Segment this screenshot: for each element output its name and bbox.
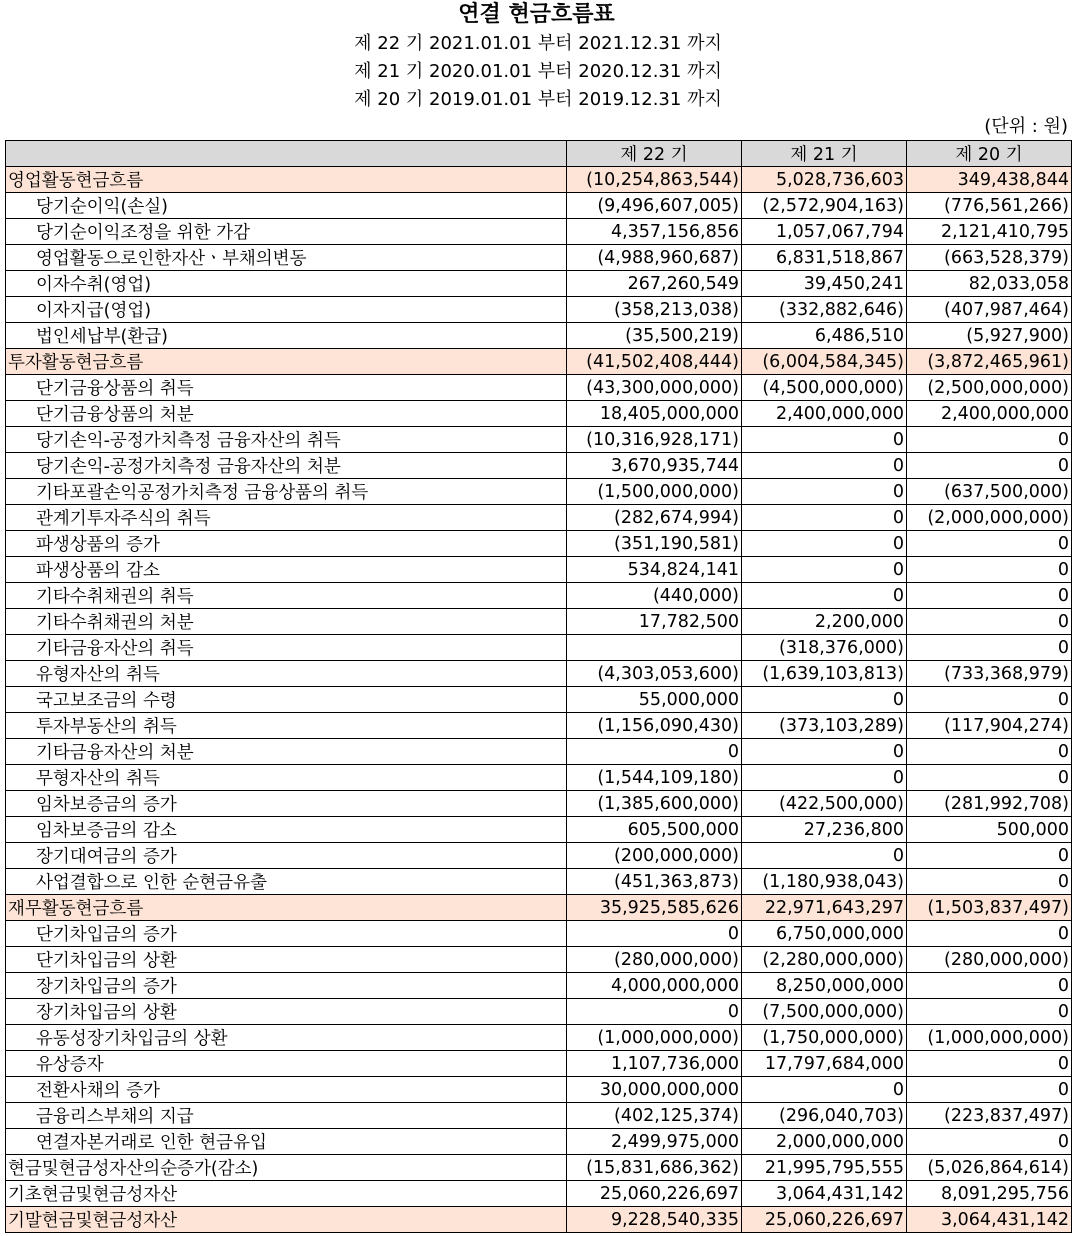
value-20: (1,503,837,497) [907, 895, 1072, 921]
value-20: (1,000,000,000) [907, 1025, 1072, 1051]
value-21: (422,500,000) [742, 791, 907, 817]
value-22: (1,000,000,000) [567, 1025, 742, 1051]
unit-label: (단위 : 원) [984, 116, 1068, 137]
table-row [6, 271, 1072, 297]
table-row [6, 531, 1072, 557]
table-row [6, 1077, 1072, 1103]
table-row [6, 1103, 1072, 1129]
value-20: 0 [907, 1077, 1072, 1103]
value-21: (1,639,103,813) [742, 661, 907, 687]
value-20: (223,837,497) [907, 1103, 1072, 1129]
value-20: 0 [907, 999, 1072, 1025]
value-21: (2,572,904,163) [742, 193, 907, 219]
value-22: 0 [567, 921, 742, 947]
table-body [6, 167, 1072, 1233]
table-row [6, 973, 1072, 999]
value-22: (200,000,000) [567, 843, 742, 869]
row-label: 투자활동현금흐름 [6, 349, 567, 375]
value-20: (2,500,000,000) [907, 375, 1072, 401]
value-21: 8,250,000,000 [742, 973, 907, 999]
value-20: 0 [907, 921, 1072, 947]
value-22: 25,060,226,697 [567, 1181, 742, 1207]
value-21: 5,028,736,603 [742, 167, 907, 193]
row-label: 기초현금및현금성자산 [6, 1181, 567, 1207]
value-21: 0 [742, 427, 907, 453]
value-21: 2,000,000,000 [742, 1129, 907, 1155]
value-22: (1,544,109,180) [567, 765, 742, 791]
value-20: 0 [907, 843, 1072, 869]
value-22: (451,363,873) [567, 869, 742, 895]
row-label: 단기차입금의 상환 [6, 947, 567, 973]
value-21: (1,750,000,000) [742, 1025, 907, 1051]
row-label: 재무활동현금흐름 [6, 895, 567, 921]
row-label: 당기순이익(손실) [6, 193, 567, 219]
table-row [6, 869, 1072, 895]
value-21: 0 [742, 739, 907, 765]
value-21: 0 [742, 583, 907, 609]
row-label: 당기손익-공정가치측정 금융자산의 처분 [6, 453, 567, 479]
value-21: 3,064,431,142 [742, 1181, 907, 1207]
value-22: (35,500,219) [567, 323, 742, 349]
value-22: (282,674,994) [567, 505, 742, 531]
row-label: 기타수취채권의 취득 [6, 583, 567, 609]
row-label: 임차보증금의 증가 [6, 791, 567, 817]
row-label: 기타금융자산의 처분 [6, 739, 567, 765]
value-20: 0 [907, 973, 1072, 999]
value-20: 0 [907, 453, 1072, 479]
table-row [6, 1155, 1072, 1181]
value-21: 25,060,226,697 [742, 1207, 907, 1233]
table-row [6, 661, 1072, 687]
value-21: (2,280,000,000) [742, 947, 907, 973]
value-22: 9,228,540,335 [567, 1207, 742, 1233]
value-20: 500,000 [907, 817, 1072, 843]
row-label: 영업활동현금흐름 [6, 167, 567, 193]
value-20: 2,121,410,795 [907, 219, 1072, 245]
value-21: 21,995,795,555 [742, 1155, 907, 1181]
row-label: 장기대여금의 증가 [6, 843, 567, 869]
value-22: 55,000,000 [567, 687, 742, 713]
value-21: 17,797,684,000 [742, 1051, 907, 1077]
row-label: 기타포괄손익공정가치측정 금융상품의 취득 [6, 479, 567, 505]
value-22: (41,502,408,444) [567, 349, 742, 375]
value-20: 0 [907, 531, 1072, 557]
value-22: 4,000,000,000 [567, 973, 742, 999]
value-21: (6,004,584,345) [742, 349, 907, 375]
row-label: 법인세납부(환급) [6, 323, 567, 349]
value-20: (407,987,464) [907, 297, 1072, 323]
value-21: 6,831,518,867 [742, 245, 907, 271]
table-row [6, 167, 1072, 193]
table-row [6, 687, 1072, 713]
value-22: 267,260,549 [567, 271, 742, 297]
value-21: 0 [742, 557, 907, 583]
value-22: (358,213,038) [567, 297, 742, 323]
value-22: 3,670,935,744 [567, 453, 742, 479]
value-20: 0 [907, 739, 1072, 765]
value-22: (1,156,090,430) [567, 713, 742, 739]
value-21: 6,486,510 [742, 323, 907, 349]
value-20: 8,091,295,756 [907, 1181, 1072, 1207]
value-21: 39,450,241 [742, 271, 907, 297]
table-row [6, 323, 1072, 349]
row-label: 관계기투자주식의 취득 [6, 505, 567, 531]
table-row [6, 505, 1072, 531]
value-21: 2,400,000,000 [742, 401, 907, 427]
table-row [6, 427, 1072, 453]
value-21: 2,200,000 [742, 609, 907, 635]
value-20: (663,528,379) [907, 245, 1072, 271]
row-label: 유형자산의 취득 [6, 661, 567, 687]
row-label: 전환사채의 증가 [6, 1077, 567, 1103]
value-20: (281,992,708) [907, 791, 1072, 817]
table-row [6, 1025, 1072, 1051]
row-label: 단기차입금의 증가 [6, 921, 567, 947]
value-20: 0 [907, 557, 1072, 583]
value-22: 0 [567, 999, 742, 1025]
row-label: 기말현금및현금성자산 [6, 1207, 567, 1233]
table-row [6, 1207, 1072, 1233]
cash-flow-table [5, 140, 1072, 1233]
value-21: (332,882,646) [742, 297, 907, 323]
row-label: 파생상품의 증가 [6, 531, 567, 557]
value-20: 0 [907, 427, 1072, 453]
table-row [6, 297, 1072, 323]
value-22: (43,300,000,000) [567, 375, 742, 401]
table-row [6, 401, 1072, 427]
value-21: 6,750,000,000 [742, 921, 907, 947]
value-21: 0 [742, 505, 907, 531]
row-label: 기타수취채권의 처분 [6, 609, 567, 635]
value-22: (280,000,000) [567, 947, 742, 973]
value-22 [567, 635, 742, 661]
value-20: 0 [907, 1129, 1072, 1155]
value-21: 0 [742, 765, 907, 791]
value-21: (296,040,703) [742, 1103, 907, 1129]
value-22: (4,303,053,600) [567, 661, 742, 687]
row-label: 단기금융상품의 취득 [6, 375, 567, 401]
header-col-22: 제 22 기 [567, 141, 742, 167]
row-label: 장기차입금의 증가 [6, 973, 567, 999]
table-row [6, 1051, 1072, 1077]
value-22: (1,385,600,000) [567, 791, 742, 817]
value-20: 3,064,431,142 [907, 1207, 1072, 1233]
value-20: (637,500,000) [907, 479, 1072, 505]
value-22: 35,925,585,626 [567, 895, 742, 921]
row-label: 유상증자 [6, 1051, 567, 1077]
value-22: (10,254,863,544) [567, 167, 742, 193]
row-label: 유동성장기차입금의 상환 [6, 1025, 567, 1051]
report-header [0, 0, 1076, 114]
value-22: 0 [567, 739, 742, 765]
table-row [6, 1129, 1072, 1155]
value-20: 0 [907, 687, 1072, 713]
value-20: (2,000,000,000) [907, 505, 1072, 531]
value-22: 18,405,000,000 [567, 401, 742, 427]
value-20: 82,033,058 [907, 271, 1072, 297]
table-row [6, 791, 1072, 817]
value-20: 0 [907, 869, 1072, 895]
table-row [6, 453, 1072, 479]
value-20: (5,927,900) [907, 323, 1072, 349]
value-22: (351,190,581) [567, 531, 742, 557]
value-22: (10,316,928,171) [567, 427, 742, 453]
value-21: 0 [742, 531, 907, 557]
row-label: 투자부동산의 취득 [6, 713, 567, 739]
row-label: 단기금융상품의 처분 [6, 401, 567, 427]
table-row [6, 349, 1072, 375]
row-label: 기타금융자산의 취득 [6, 635, 567, 661]
value-22: 1,107,736,000 [567, 1051, 742, 1077]
value-21: 0 [742, 687, 907, 713]
value-22: 605,500,000 [567, 817, 742, 843]
table-row [6, 999, 1072, 1025]
table-row [6, 375, 1072, 401]
value-20: (776,561,266) [907, 193, 1072, 219]
header-col-20: 제 20 기 [907, 141, 1072, 167]
period-line-21: 제 21 기 2020.01.01 부터 2020.12.31 까지 [354, 61, 722, 82]
value-21: (318,376,000) [742, 635, 907, 661]
value-20: (5,026,864,614) [907, 1155, 1072, 1181]
value-22: 4,357,156,856 [567, 219, 742, 245]
table-row [6, 557, 1072, 583]
value-20: (733,368,979) [907, 661, 1072, 687]
value-22: 534,824,141 [567, 557, 742, 583]
value-22: (4,988,960,687) [567, 245, 742, 271]
row-label: 이자수취(영업) [6, 271, 567, 297]
table-row [6, 921, 1072, 947]
table-row [6, 947, 1072, 973]
row-label: 영업활동으로인한자산ㆍ부채의변동 [6, 245, 567, 271]
table-row [6, 843, 1072, 869]
value-21: (1,180,938,043) [742, 869, 907, 895]
value-21: (7,500,000,000) [742, 999, 907, 1025]
table-row [6, 739, 1072, 765]
value-20: (3,872,465,961) [907, 349, 1072, 375]
value-20: 0 [907, 583, 1072, 609]
row-label: 무형자산의 취득 [6, 765, 567, 791]
period-line-20: 제 20 기 2019.01.01 부터 2019.12.31 까지 [354, 89, 722, 110]
table-row [6, 765, 1072, 791]
value-22: (402,125,374) [567, 1103, 742, 1129]
value-21: (4,500,000,000) [742, 375, 907, 401]
table-row [6, 635, 1072, 661]
table-row [6, 583, 1072, 609]
row-label: 파생상품의 감소 [6, 557, 567, 583]
table-row [6, 1181, 1072, 1207]
value-21: 22,971,643,297 [742, 895, 907, 921]
row-label: 금융리스부채의 지급 [6, 1103, 567, 1129]
row-label: 당기손익-공정가치측정 금융자산의 취득 [6, 427, 567, 453]
value-20: 2,400,000,000 [907, 401, 1072, 427]
value-21: 1,057,067,794 [742, 219, 907, 245]
table-row [6, 193, 1072, 219]
value-20: 349,438,844 [907, 167, 1072, 193]
value-20: 0 [907, 765, 1072, 791]
row-label: 연결자본거래로 인한 현금유입 [6, 1129, 567, 1155]
table-row [6, 817, 1072, 843]
row-label: 이자지급(영업) [6, 297, 567, 323]
row-label: 현금및현금성자산의순증가(감소) [6, 1155, 567, 1181]
header-col-21: 제 21 기 [742, 141, 907, 167]
value-20: 0 [907, 609, 1072, 635]
row-label: 당기순이익조정을 위한 가감 [6, 219, 567, 245]
value-20: 0 [907, 635, 1072, 661]
value-22: (1,500,000,000) [567, 479, 742, 505]
value-21: 0 [742, 843, 907, 869]
value-21: 0 [742, 479, 907, 505]
value-22: (9,496,607,005) [567, 193, 742, 219]
value-21: 27,236,800 [742, 817, 907, 843]
value-21: 0 [742, 453, 907, 479]
table-row [6, 895, 1072, 921]
value-22: 30,000,000,000 [567, 1077, 742, 1103]
value-21: (373,103,289) [742, 713, 907, 739]
value-20: (117,904,274) [907, 713, 1072, 739]
row-label: 사업결합으로 인한 순현금유출 [6, 869, 567, 895]
value-22: (15,831,686,362) [567, 1155, 742, 1181]
table-row [6, 479, 1072, 505]
table-row [6, 245, 1072, 271]
table-row [6, 219, 1072, 245]
value-22: 17,782,500 [567, 609, 742, 635]
table-row [6, 609, 1072, 635]
row-label: 임차보증금의 감소 [6, 817, 567, 843]
value-21: 0 [742, 1077, 907, 1103]
report-title: 연결 현금흐름표 [458, 2, 615, 27]
row-label: 국고보조금의 수령 [6, 687, 567, 713]
value-20: 0 [907, 1051, 1072, 1077]
table-row [6, 713, 1072, 739]
value-20: (280,000,000) [907, 947, 1072, 973]
period-line-22: 제 22 기 2021.01.01 부터 2021.12.31 까지 [354, 33, 722, 54]
row-label: 장기차입금의 상환 [6, 999, 567, 1025]
value-22: 2,499,975,000 [567, 1129, 742, 1155]
header-label-col [6, 141, 567, 167]
table-header-row [6, 141, 1072, 167]
value-22: (440,000) [567, 583, 742, 609]
